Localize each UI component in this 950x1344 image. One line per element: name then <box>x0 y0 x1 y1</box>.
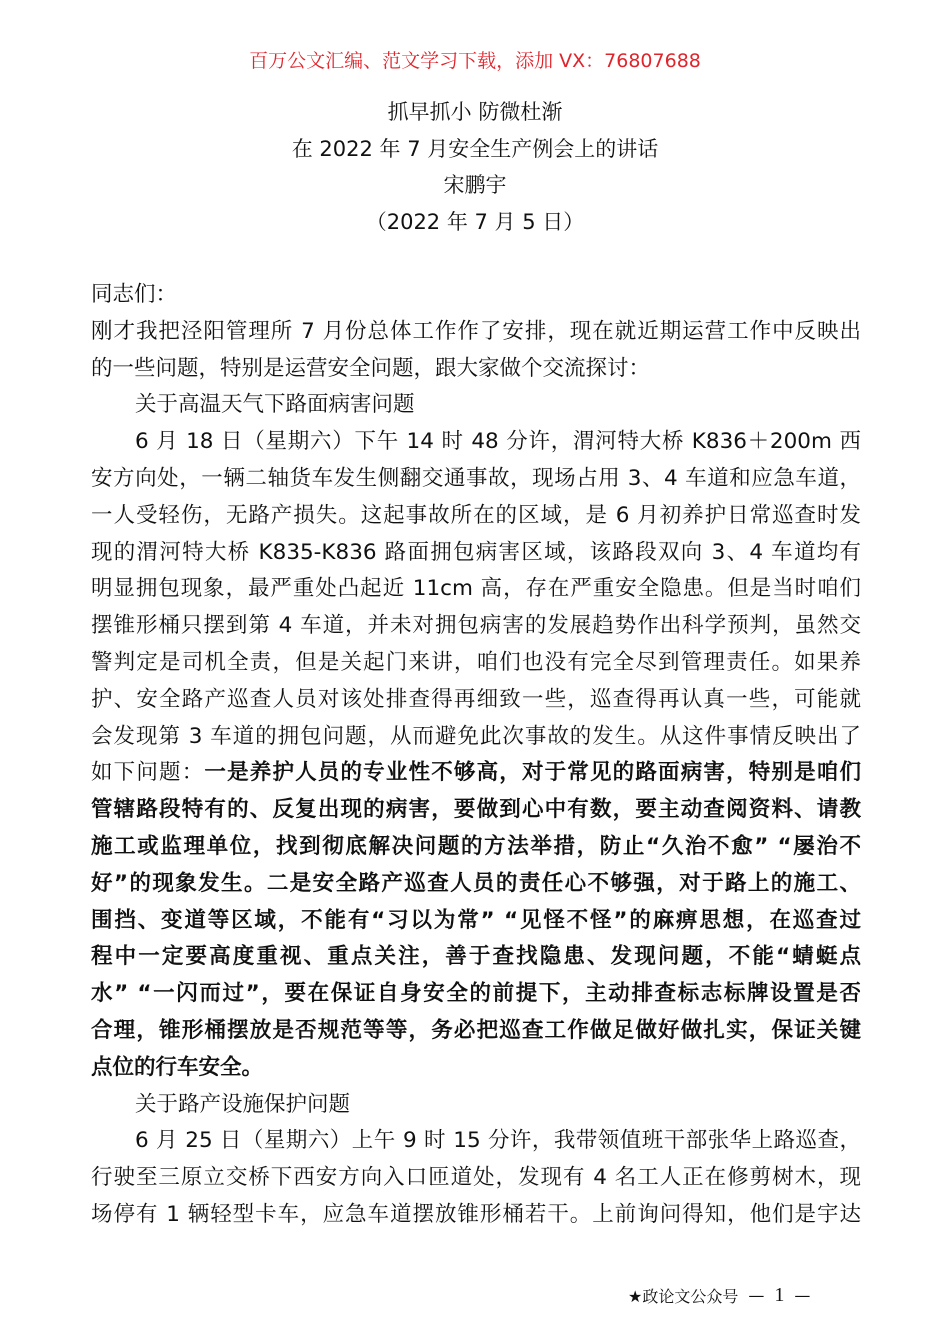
text-bold: 程中一定要高度重视、重点关注，善于查找隐患、发现问题，不能“蜻蜓点 <box>91 944 861 970</box>
body-text <box>91 277 861 1234</box>
text-normal: 摆锥形桶只摆到第 4 车道，并未对拥包病害的发展趋势作出科学预判，虽然交 <box>91 613 861 639</box>
text-line <box>91 571 861 608</box>
text-bold: 一是养护人员的专业性不够高，对于常见的路面病害，特别是咱们 <box>204 760 861 786</box>
text-line <box>91 719 861 756</box>
text-bold: 好”的现象发生。二是安全路产巡查人员的责任心不够强，对于路上的施工、 <box>91 870 861 896</box>
text-normal: 警判定是司机全责，但是关起门来讲，咱们也没有完全尽到管理责任。如果养 <box>91 649 861 675</box>
text-bold: 点位的行车安全。 <box>91 1054 264 1080</box>
text-line <box>91 866 861 903</box>
text-line <box>91 1050 861 1087</box>
text-line <box>91 792 861 829</box>
text-normal: 关于路产设施保护问题 <box>135 1091 351 1117</box>
text-line <box>91 1197 861 1234</box>
text-normal: 6 月 25 日（星期六）上午 9 时 15 分许，我带领值班干部张华上路巡查， <box>135 1128 861 1154</box>
text-normal: 一人受轻伤，无路产损失。这起事故所在的区域，是 6 月初养护日常巡查时发 <box>91 502 861 528</box>
text-line <box>91 755 861 792</box>
text-normal: 6 月 18 日（星期六）下午 14 时 48 分许，渭河特大桥 K836＋200m 西 <box>135 429 861 455</box>
text-normal: 同志们： <box>91 282 178 307</box>
text-bold: 围挡、变道等区域，不能有“习以为常” “见怪不怪”的麻痹思想，在巡查过 <box>91 907 861 933</box>
footer-label: ★政论文公众号 <box>628 1287 739 1306</box>
dash-left: — <box>748 1286 765 1305</box>
text-line <box>91 351 861 388</box>
text-line <box>91 424 861 461</box>
text-line <box>91 1087 861 1124</box>
text-line <box>91 903 861 940</box>
text-bold: 管辖路段特有的、反复出现的病害，要做到心中有数，要主动查阅资料、请教 <box>91 797 861 823</box>
text-line <box>91 645 861 682</box>
text-normal: 明显拥包现象，最严重处凸起近 11cm 高，存在严重安全隐患。但是当时咱们 <box>91 576 861 602</box>
text-normal: 如下问题： <box>91 760 205 786</box>
text-normal: 现的渭河特大桥 K835-K836 路面拥包病害区域，该路段双向 3、4 车道均有 <box>91 539 861 565</box>
text-normal: 关于高温天气下路面病害问题 <box>135 392 415 418</box>
text-line <box>91 1013 861 1050</box>
page-number: 1 <box>774 1284 785 1306</box>
subtitle: 在 2022 年 7 月安全生产例会上的讲话 <box>291 136 659 161</box>
text-normal: 的一些问题，特别是运营安全问题，跟大家做个交流探讨： <box>91 355 651 381</box>
text-normal: 场停有 1 辆轻型卡车，应急车道摆放锥形桶若干。上前询问得知，他们是宇达 <box>91 1201 861 1227</box>
text-line <box>91 1123 861 1160</box>
text-normal: 刚才我把泾阳管理所 7 月份总体工作作了安排，现在就近期运营工作中反映出 <box>91 318 861 344</box>
text-line <box>91 498 861 535</box>
text-normal: 行驶至三原立交桥下西安方向入口匝道处，发现有 4 名工人正在修剪树木，现 <box>91 1165 861 1191</box>
text-bold: 施工或监理单位，找到彻底解决问题的方法举措，防止“久治不愈” “屡治不 <box>91 833 861 859</box>
text-line <box>91 682 861 719</box>
text-line <box>91 829 861 866</box>
text-bold: 水” “一闪而过”，要在保证自身安全的前提下，主动排查标志标牌设置是否 <box>91 981 861 1007</box>
text-line <box>91 461 861 498</box>
text-normal: 会发现第 3 车道的拥包问题，从而避免此次事故的发生。从这件事情反映出了 <box>91 723 861 749</box>
text-line <box>91 387 861 424</box>
footer <box>628 1284 810 1307</box>
text-line <box>91 535 861 572</box>
main-title: 抓早抓小 防微杜渐 <box>387 100 563 124</box>
text-line <box>91 939 861 976</box>
text-normal: 护、安全路产巡查人员对该处排查得再细致一些，巡查得再认真一些，可能就 <box>91 686 861 712</box>
dash-right: — <box>794 1286 811 1305</box>
text-line <box>91 1160 861 1197</box>
text-bold: 合理，锥形桶摆放是否规范等等，务必把巡查工作做足做好做扎实，保证关键 <box>91 1017 861 1043</box>
text-line <box>91 277 861 314</box>
date: （2022 年 7 月 5 日） <box>365 209 585 234</box>
text-line <box>91 608 861 645</box>
text-line <box>91 314 861 351</box>
author: 宋鹏宇 <box>443 173 507 197</box>
text-line <box>91 976 861 1013</box>
promo-header: 百万公文汇编、范文学习下载，添加 VX：76807688 <box>249 50 701 72</box>
text-normal: 安方向处，一辆二轴货车发生侧翻交通事故，现场占用 3、4 车道和应急车道， <box>91 465 861 491</box>
title-block <box>0 94 950 240</box>
